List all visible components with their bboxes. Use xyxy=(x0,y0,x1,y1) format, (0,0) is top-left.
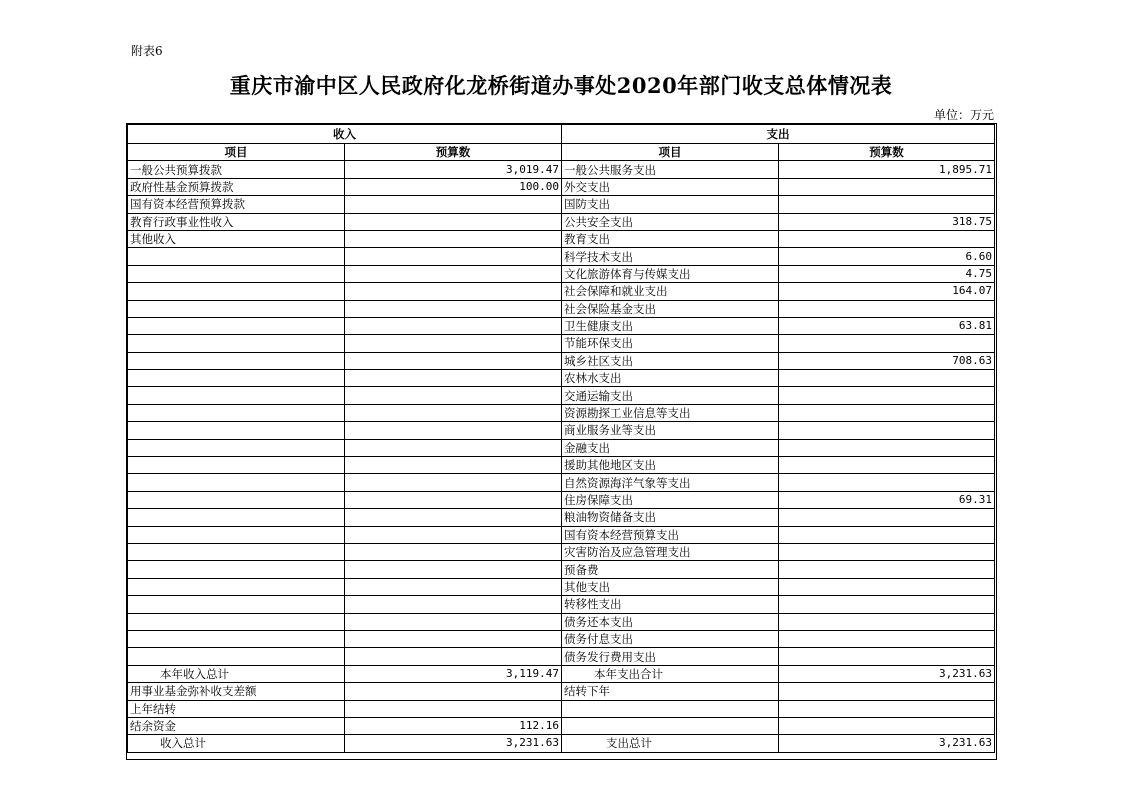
expense-item-cell: 农林水支出 xyxy=(562,370,779,387)
table-row xyxy=(128,543,995,560)
expense-value-cell xyxy=(779,526,995,543)
expense-value-cell xyxy=(779,683,995,700)
table-row xyxy=(128,422,995,439)
expense-item-cell: 外交支出 xyxy=(562,178,779,195)
expense-value-cell xyxy=(779,387,995,404)
table-row xyxy=(128,561,995,578)
table-row xyxy=(128,457,995,474)
expense-item-cell: 债务还本支出 xyxy=(562,613,779,630)
expense-section-header: 支出 xyxy=(562,125,995,144)
income-item-cell: 结余资金 xyxy=(128,717,345,734)
expense-item-cell: 国有资本经营预算支出 xyxy=(562,526,779,543)
table-row xyxy=(128,196,995,213)
expense-value-cell xyxy=(779,700,995,717)
income-value-cell: 3,019.47 xyxy=(345,161,562,178)
table-row xyxy=(128,700,995,717)
expense-item-cell: 灾害防治及应急管理支出 xyxy=(562,543,779,560)
income-item-cell: 用事业基金弥补收支差额 xyxy=(128,683,345,700)
table-row xyxy=(128,648,995,665)
expense-item-cell: 债务付息支出 xyxy=(562,630,779,647)
table-row xyxy=(128,509,995,526)
expense-value-cell: 69.31 xyxy=(779,491,995,508)
header-row-sections xyxy=(128,125,995,144)
income-item-cell: 一般公共预算拨款 xyxy=(128,161,345,178)
income-item-cell: 教育行政事业性收入 xyxy=(128,213,345,230)
table-row xyxy=(128,317,995,334)
income-item-cell xyxy=(128,561,345,578)
expense-budget-header: 预算数 xyxy=(779,144,995,161)
income-item-cell xyxy=(128,422,345,439)
expense-value-cell xyxy=(779,613,995,630)
income-value-cell xyxy=(345,439,562,456)
expense-value-cell xyxy=(779,630,995,647)
income-value-cell xyxy=(345,543,562,560)
income-value-cell: 112.16 xyxy=(345,717,562,734)
income-item-cell: 国有资本经营预算拨款 xyxy=(128,196,345,213)
income-value-cell xyxy=(345,230,562,247)
income-value-cell xyxy=(345,404,562,421)
expense-item-cell: 金融支出 xyxy=(562,439,779,456)
income-item-cell xyxy=(128,648,345,665)
expense-value-cell: 318.75 xyxy=(779,213,995,230)
income-value-cell xyxy=(345,613,562,630)
grand-total-row xyxy=(128,735,995,752)
expense-item-cell: 转移性支出 xyxy=(562,596,779,613)
expense-item-cell: 商业服务业等支出 xyxy=(562,422,779,439)
income-item-cell xyxy=(128,283,345,300)
income-item-cell xyxy=(128,387,345,404)
income-value-cell xyxy=(345,283,562,300)
table-row xyxy=(128,161,995,178)
income-item-cell xyxy=(128,543,345,560)
expense-item-cell: 卫生健康支出 xyxy=(562,317,779,334)
income-value-cell xyxy=(345,265,562,282)
income-value-cell xyxy=(345,422,562,439)
income-budget-header: 预算数 xyxy=(345,144,562,161)
income-item-cell xyxy=(128,370,345,387)
table-row xyxy=(128,387,995,404)
income-item-cell: 其他收入 xyxy=(128,230,345,247)
income-value-cell xyxy=(345,474,562,491)
table-row xyxy=(128,352,995,369)
header-row-columns xyxy=(128,144,995,161)
income-value-cell xyxy=(345,561,562,578)
income-item-cell xyxy=(128,630,345,647)
expense-value-cell xyxy=(779,561,995,578)
table-row xyxy=(128,613,995,630)
expense-item-cell xyxy=(562,700,779,717)
income-value-cell xyxy=(345,370,562,387)
income-item-cell xyxy=(128,317,345,334)
income-value-cell xyxy=(345,683,562,700)
table-row xyxy=(128,265,995,282)
income-value-cell xyxy=(345,317,562,334)
income-value-cell xyxy=(345,491,562,508)
expense-value-cell xyxy=(779,509,995,526)
expense-item-cell: 自然资源海洋气象等支出 xyxy=(562,474,779,491)
table-row xyxy=(128,248,995,265)
expense-item-cell: 一般公共服务支出 xyxy=(562,161,779,178)
income-item-cell xyxy=(128,596,345,613)
income-section-header: 收入 xyxy=(128,125,562,144)
budget-table xyxy=(127,124,995,753)
expense-value-cell xyxy=(779,439,995,456)
expense-value-cell xyxy=(779,717,995,734)
expense-item-cell: 城乡社区支出 xyxy=(562,352,779,369)
expense-value-cell: 63.81 xyxy=(779,317,995,334)
income-value-cell xyxy=(345,457,562,474)
table-row xyxy=(128,300,995,317)
year-expense-value: 3,231.63 xyxy=(779,665,995,682)
expense-value-cell xyxy=(779,578,995,595)
expense-item-cell: 节能环保支出 xyxy=(562,335,779,352)
unit-label: 单位：万元 xyxy=(933,108,994,122)
expense-value-cell xyxy=(779,474,995,491)
income-value-cell xyxy=(345,213,562,230)
income-item-cell: 政府性基金预算拨款 xyxy=(128,178,345,195)
income-value-cell xyxy=(345,700,562,717)
expense-value-cell xyxy=(779,370,995,387)
grand-income-value: 3,231.63 xyxy=(345,735,562,752)
expense-item-cell: 债务发行费用支出 xyxy=(562,648,779,665)
expense-item-cell: 社会保险基金支出 xyxy=(562,300,779,317)
income-item-header: 项目 xyxy=(128,144,345,161)
expense-item-cell: 资源勘探工业信息等支出 xyxy=(562,404,779,421)
income-value-cell xyxy=(345,387,562,404)
table-row xyxy=(128,439,995,456)
year-income-value: 3,119.47 xyxy=(345,665,562,682)
page-title: 重庆市渝中区人民政府化龙桥街道办事处2020年部门收支总体情况表 xyxy=(229,73,893,98)
expense-item-cell: 其他支出 xyxy=(562,578,779,595)
expense-item-cell: 援助其他地区支出 xyxy=(562,457,779,474)
income-item-cell xyxy=(128,509,345,526)
income-value-cell xyxy=(345,526,562,543)
table-row xyxy=(128,526,995,543)
expense-value-cell xyxy=(779,196,995,213)
year-total-row xyxy=(128,665,995,682)
income-value-cell xyxy=(345,300,562,317)
income-value-cell xyxy=(345,509,562,526)
table-row xyxy=(128,578,995,595)
annex-label: 附表6 xyxy=(131,44,163,58)
expense-item-cell: 社会保障和就业支出 xyxy=(562,283,779,300)
expense-item-header: 项目 xyxy=(562,144,779,161)
income-value-cell xyxy=(345,596,562,613)
expense-item-cell: 结转下年 xyxy=(562,683,779,700)
table-row xyxy=(128,474,995,491)
table-row xyxy=(128,491,995,508)
income-value-cell xyxy=(345,648,562,665)
expense-value-cell xyxy=(779,457,995,474)
table-row xyxy=(128,630,995,647)
expense-item-cell: 文化旅游体育与传媒支出 xyxy=(562,265,779,282)
income-value-cell xyxy=(345,248,562,265)
income-item-cell: 上年结转 xyxy=(128,700,345,717)
income-item-cell xyxy=(128,491,345,508)
table-row xyxy=(128,335,995,352)
expense-item-cell: 粮油物资储备支出 xyxy=(562,509,779,526)
expense-item-cell: 住房保障支出 xyxy=(562,491,779,508)
expense-value-cell xyxy=(779,335,995,352)
grand-expense-value: 3,231.63 xyxy=(779,735,995,752)
expense-value-cell: 4.75 xyxy=(779,265,995,282)
income-item-cell xyxy=(128,352,345,369)
expense-value-cell: 6.60 xyxy=(779,248,995,265)
table-row xyxy=(128,370,995,387)
year-income-label: 本年收入总计 xyxy=(128,665,345,682)
expense-value-cell xyxy=(779,230,995,247)
income-item-cell xyxy=(128,474,345,491)
income-item-cell xyxy=(128,578,345,595)
grand-expense-label: 支出总计 xyxy=(562,735,779,752)
expense-value-cell xyxy=(779,648,995,665)
expense-value-cell xyxy=(779,596,995,613)
table-row xyxy=(128,283,995,300)
income-item-cell xyxy=(128,248,345,265)
table-row xyxy=(128,404,995,421)
expense-value-cell: 1,895.71 xyxy=(779,161,995,178)
income-value-cell xyxy=(345,352,562,369)
income-item-cell xyxy=(128,526,345,543)
expense-value-cell xyxy=(779,404,995,421)
income-item-cell xyxy=(128,265,345,282)
income-value-cell: 100.00 xyxy=(345,178,562,195)
income-item-cell xyxy=(128,613,345,630)
expense-item-cell: 教育支出 xyxy=(562,230,779,247)
expense-value-cell: 164.07 xyxy=(779,283,995,300)
table-row xyxy=(128,213,995,230)
income-value-cell xyxy=(345,335,562,352)
expense-item-cell: 国防支出 xyxy=(562,196,779,213)
income-item-cell xyxy=(128,335,345,352)
grand-income-label: 收入总计 xyxy=(128,735,345,752)
year-expense-label: 本年支出合计 xyxy=(562,665,779,682)
expense-value-cell xyxy=(779,178,995,195)
expense-item-cell: 公共安全支出 xyxy=(562,213,779,230)
income-item-cell xyxy=(128,300,345,317)
table-row xyxy=(128,717,995,734)
income-value-cell xyxy=(345,196,562,213)
expense-value-cell xyxy=(779,543,995,560)
expense-item-cell xyxy=(562,717,779,734)
expense-item-cell: 交通运输支出 xyxy=(562,387,779,404)
expense-item-cell: 预备费 xyxy=(562,561,779,578)
expense-value-cell: 708.63 xyxy=(779,352,995,369)
income-value-cell xyxy=(345,578,562,595)
table-row xyxy=(128,230,995,247)
table-row xyxy=(128,683,995,700)
table-row xyxy=(128,178,995,195)
income-value-cell xyxy=(345,630,562,647)
expense-value-cell xyxy=(779,300,995,317)
income-item-cell xyxy=(128,404,345,421)
expense-item-cell: 科学技术支出 xyxy=(562,248,779,265)
income-item-cell xyxy=(128,439,345,456)
expense-value-cell xyxy=(779,422,995,439)
income-item-cell xyxy=(128,457,345,474)
table-row xyxy=(128,596,995,613)
